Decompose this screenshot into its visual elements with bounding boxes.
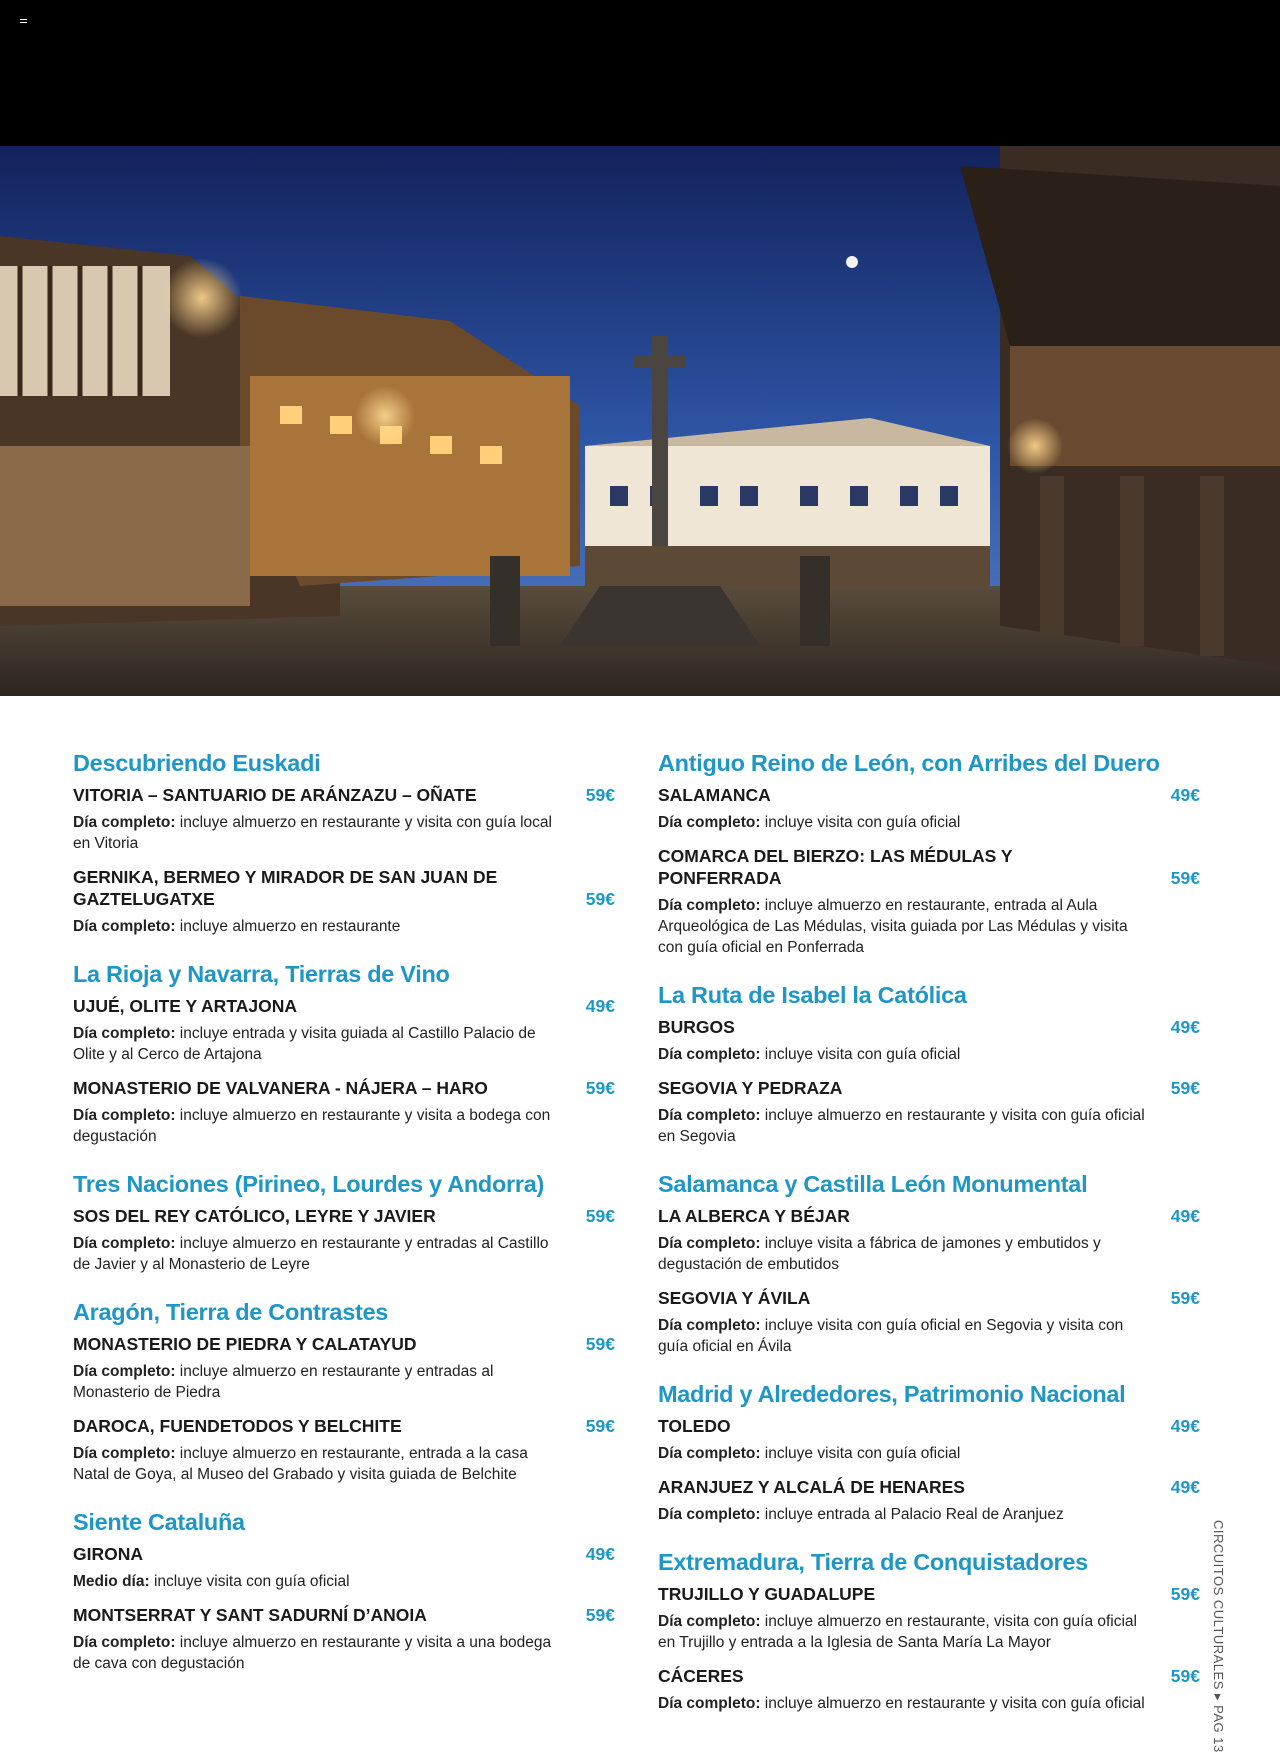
tour-name: VITORIA – SANTUARIO DE ARÁNZAZU – OÑATE [73,785,477,805]
tour-name: SOS DEL REY CATÓLICO, LEYRE Y JAVIER [73,1206,436,1226]
section-extremadura [658,1547,1200,1714]
tour-description: incluye visita a fábrica de jamones y embutidos y degustación de embutidos [658,1235,1101,1273]
tour-item [73,784,615,854]
section-tres-naciones [73,1169,615,1275]
tour-name: COMARCA DEL BIERZO: LAS MÉDULAS Y PONFERRADA [658,846,1013,888]
tour-name: CÁCERES [658,1666,744,1686]
section-siente-cataluna [73,1507,615,1674]
tour-duration: Día completo: [73,1107,176,1124]
left-column [73,748,615,1696]
tour-description: incluye almuerzo en restaurante y visita a bodega con degustación [73,1107,551,1145]
page-side-label [1211,1520,1232,1753]
tour-price: 49€ [1170,1206,1200,1226]
tour-duration: Día completo: [73,814,176,831]
tour-price: 49€ [1170,785,1200,805]
tour-price: 59€ [1170,1078,1200,1098]
tour-description: incluye visita con guía oficial [764,1046,961,1063]
section-title: Salamanca y Castilla León Monumental [658,1171,1088,1197]
tour-description: incluye almuerzo en restaurante, visita con guía oficial en Trujillo y entrada a la Iglesia de Santa María La Mayor [658,1613,1137,1651]
tour-description: incluye visita con guía oficial en Segovia y visita con guía oficial en Ávila [658,1317,1124,1355]
tour-item [73,1604,615,1674]
tour-description: incluye entrada y visita guiada al Castillo Palacio de Olite y al Cerco de Artajona [73,1025,536,1063]
section-title: Aragón, Tierra de Contrastes [73,1299,389,1325]
tour-name: SEGOVIA Y ÁVILA [658,1288,811,1308]
tour-price: 49€ [1170,1477,1200,1497]
tour-description: incluye almuerzo en restaurante, entrada al Aula Arqueológica de Las Médulas, visita guiada por Las Médulas y visita con guía oficial en Ponferrada [658,897,1128,956]
tour-name: ARANJUEZ Y ALCALÁ DE HENARES [658,1477,965,1497]
tour-price: 59€ [585,1605,615,1625]
tour-price: 59€ [1170,868,1200,888]
tour-name: TRUJILLO Y GUADALUPE [658,1584,876,1604]
tour-item [73,866,615,937]
tour-name: LA ALBERCA Y BÉJAR [658,1206,850,1226]
tour-item [658,784,1200,833]
section-aragon [73,1297,615,1485]
tour-item [658,1415,1200,1464]
tour-duration: Día completo: [658,1235,761,1252]
tour-price: 59€ [1170,1666,1200,1686]
side-label-text: CIRCUITOS CULTURALES ▸ PAG 13 [1211,1520,1226,1753]
tour-duration: Día completo: [73,1634,176,1651]
tour-description: incluye almuerzo en restaurante [179,918,401,935]
tour-name: BURGOS [658,1017,735,1037]
tour-duration: Día completo: [73,1445,176,1462]
tour-duration: Día completo: [73,918,176,935]
tour-item [658,1476,1200,1525]
tour-item [73,1333,615,1403]
tour-item [73,1077,615,1147]
tour-name: UJUÉ, OLITE Y ARTAJONA [73,996,297,1016]
tour-name: SEGOVIA Y PEDRAZA [658,1078,843,1098]
tour-duration: Día completo: [73,1363,176,1380]
village-plaza-night-image [0,146,1280,696]
section-antiguo-reino-leon [658,748,1200,958]
section-title: Antiguo Reino de León, con Arribes del Duero [658,750,1160,776]
tour-price: 59€ [585,889,615,909]
tour-price: 59€ [1170,1288,1200,1308]
tour-duration: Día completo: [73,1235,176,1252]
tour-name: SALAMANCA [658,785,771,805]
tour-price: 59€ [585,1334,615,1354]
tour-duration: Día completo: [658,1046,761,1063]
tour-name: MONASTERIO DE PIEDRA Y CALATAYUD [73,1334,417,1354]
tour-description: incluye almuerzo en restaurante y visita a una bodega de cava con degustación [73,1634,552,1672]
tour-description: incluye almuerzo en restaurante y visita con guía oficial en Segovia [658,1107,1145,1145]
section-la-rioja-navarra [73,959,615,1147]
section-ruta-isabel [658,980,1200,1147]
tour-name: GERNIKA, BERMEO Y MIRADOR DE SAN JUAN DE GAZTELUGATXE [73,867,498,909]
tour-duration: Día completo: [73,1025,176,1042]
hero-photo [0,146,1280,696]
section-descubriendo-euskadi [73,748,615,937]
tour-description: incluye visita con guía oficial [764,1445,961,1462]
tour-name: DAROCA, FUENDETODOS Y BELCHITE [73,1416,402,1436]
tour-price: 59€ [585,785,615,805]
section-title: Madrid y Alrededores, Patrimonio Nacional [658,1381,1126,1407]
tour-name: MONTSERRAT Y SANT SADURNÍ D’ANOIA [73,1605,427,1625]
tour-description: incluye visita con guía oficial [764,814,961,831]
section-title: Extremadura, Tierra de Conquistadores [658,1549,1088,1575]
tour-item [658,845,1200,958]
hamburger-icon[interactable] [20,19,27,25]
tour-price: 49€ [1170,1416,1200,1436]
section-title: Tres Naciones (Pirineo, Lourdes y Andorra) [73,1171,545,1197]
tour-price: 49€ [585,996,615,1016]
section-title: La Ruta de Isabel la Católica [658,982,967,1008]
tour-item [658,1665,1200,1714]
tour-name: MONASTERIO DE VALVANERA - NÁJERA – HARO [73,1078,488,1098]
tour-item [658,1016,1200,1065]
tour-description: incluye almuerzo en restaurante y visita con guía local en Vitoria [73,814,552,852]
tour-price: 59€ [585,1078,615,1098]
tour-duration: Día completo: [658,1107,761,1124]
tour-price: 49€ [585,1544,615,1564]
tour-description: incluye almuerzo en restaurante y visita con guía oficial [764,1695,1145,1712]
right-column [658,748,1200,1736]
tour-price: 59€ [1170,1584,1200,1604]
top-bar [0,0,1280,146]
tour-duration: Día completo: [658,1445,761,1462]
section-title: Siente Cataluña [73,1509,245,1535]
tour-item [73,1543,615,1592]
tour-item [73,1205,615,1275]
tour-description: incluye almuerzo en restaurante y entradas al Monasterio de Piedra [73,1363,494,1401]
section-madrid [658,1379,1200,1525]
tour-duration: Medio día: [73,1573,150,1590]
tour-description: incluye visita con guía oficial [153,1573,350,1590]
tour-price: 59€ [585,1416,615,1436]
section-title: La Rioja y Navarra, Tierras de Vino [73,961,450,987]
tour-description: incluye almuerzo en restaurante y entradas al Castillo de Javier y al Monasterio de Leyre [73,1235,549,1273]
tour-item [658,1287,1200,1357]
tour-duration: Día completo: [658,1317,761,1334]
tour-price: 59€ [585,1206,615,1226]
tour-name: GIRONA [73,1544,143,1564]
tour-duration: Día completo: [658,897,761,914]
tour-item [658,1077,1200,1147]
tour-description: incluye entrada al Palacio Real de Aranjuez [764,1506,1064,1523]
tour-item [73,1415,615,1485]
tour-duration: Día completo: [658,1613,761,1630]
tour-description: incluye almuerzo en restaurante, entrada a la casa Natal de Goya, al Museo del Grabado y visita guiada de Belchite [73,1445,528,1483]
tour-item [658,1583,1200,1653]
tour-item [658,1205,1200,1275]
section-title: Descubriendo Euskadi [73,750,321,776]
tour-duration: Día completo: [658,814,761,831]
tour-name: TOLEDO [658,1416,731,1436]
tour-duration: Día completo: [658,1506,761,1523]
tour-duration: Día completo: [658,1695,761,1712]
section-salamanca-castilla [658,1169,1200,1357]
tour-item [73,995,615,1065]
tour-price: 49€ [1170,1017,1200,1037]
